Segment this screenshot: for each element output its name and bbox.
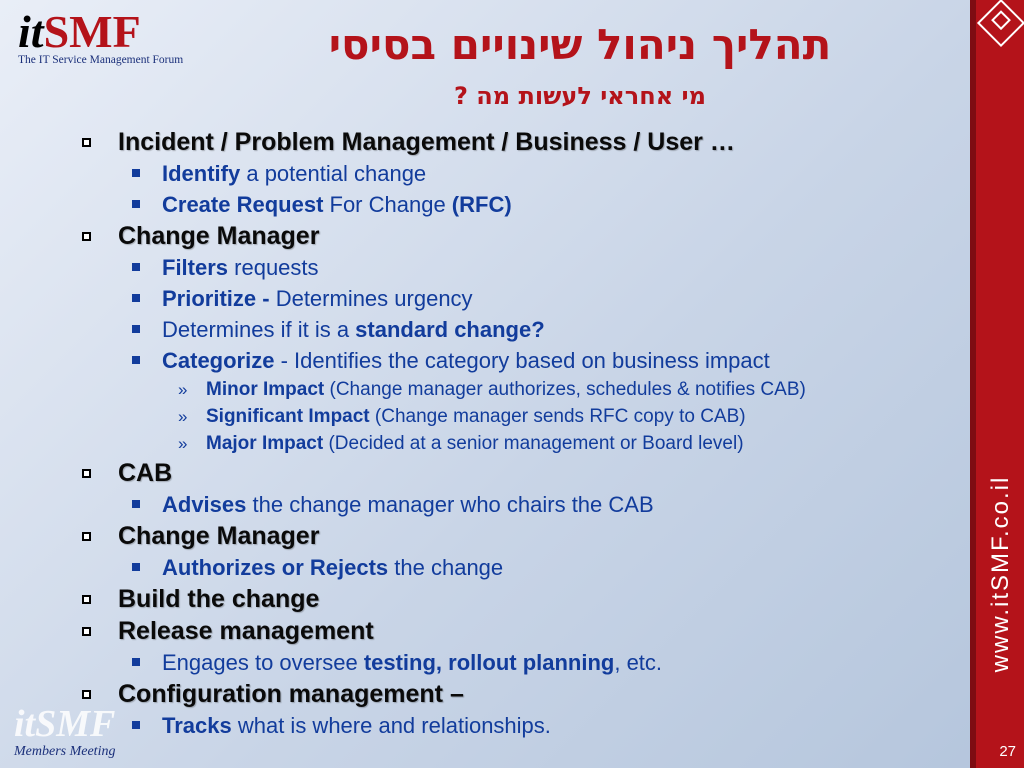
filled-square-bullet-icon: [132, 325, 140, 333]
bullet-text: For Change: [323, 192, 452, 217]
bullet-level1: [80, 583, 960, 615]
bullet-keyword: Advises: [162, 492, 247, 517]
filled-square-bullet-icon: [132, 200, 140, 208]
chevron-bullet-icon: »: [178, 434, 188, 453]
bullet-level2: [80, 345, 960, 376]
bullet-text: Engages to oversee: [162, 650, 364, 675]
bullet-level2: [80, 252, 960, 283]
bullet-level2: [80, 647, 960, 678]
bullet-text: Change Manager: [118, 522, 320, 550]
hollow-square-bullet-icon: [82, 595, 91, 604]
hollow-square-bullet-icon: [82, 690, 91, 699]
chevron-bullet-icon: »: [178, 380, 188, 399]
bullet-text: what is where and relationships: [231, 713, 545, 738]
bullet-level1: [80, 520, 960, 552]
bullet-text: Build the change: [118, 585, 320, 613]
bullet-text: (Change manager sends RFC copy to CAB): [369, 406, 746, 427]
bullet-level2: [80, 489, 960, 520]
filled-square-bullet-icon: [132, 294, 140, 302]
bullet-keyword: Minor Impact: [206, 379, 325, 400]
bullet-level1: [80, 615, 960, 647]
itsmf-footer-logo: itSMF Members Meeting: [14, 704, 154, 760]
itsmf-logo: itSMF The IT Service Management Forum: [18, 6, 198, 66]
bullet-level1: [80, 457, 960, 489]
bullet-keyword: testing, rollout planning: [363, 650, 615, 675]
bullet-text: Determines urgency: [269, 286, 473, 311]
bullet-text: CAB: [118, 459, 173, 487]
bullet-level3: [80, 430, 960, 457]
bullet-level2: [80, 552, 960, 583]
filled-square-bullet-icon: [132, 563, 140, 571]
bullet-list: [80, 126, 960, 741]
bullet-keyword: Authorizes or Rejects: [162, 555, 389, 580]
hollow-square-bullet-icon: [82, 232, 91, 241]
bullet-level1: [80, 126, 960, 158]
bullet-level1: [80, 678, 960, 710]
bullet-text: Determines if it is a: [162, 317, 356, 342]
footer-label: Members Meeting: [14, 744, 116, 759]
bullet-keyword: Prioritize -: [162, 286, 270, 311]
bullet-text: a potential change: [240, 161, 427, 186]
bullet-level2: [80, 314, 960, 345]
bullet-keyword: Identify: [162, 161, 241, 186]
bullet-level1: [80, 220, 960, 252]
diamond-logo-icon: [977, 0, 1024, 47]
bullet-text: Change Manager: [118, 222, 320, 250]
bullet-level2: [80, 283, 960, 314]
bullet-keyword: (RFC): [451, 192, 512, 217]
bullet-text: requests: [228, 255, 319, 280]
filled-square-bullet-icon: [132, 169, 140, 177]
bullet-text: the change: [388, 555, 504, 580]
bullet-text: - Identifies the category based on business impact: [274, 348, 770, 373]
footer-url: www.itSMF.co.il: [987, 475, 1014, 673]
hollow-square-bullet-icon: [82, 469, 91, 478]
bullet-keyword: Create Request: [162, 192, 324, 217]
bullet-keyword: Filters: [162, 255, 229, 280]
logo-tagline: The IT Service Management Forum: [18, 54, 184, 66]
filled-square-bullet-icon: [132, 356, 140, 364]
bullet-keyword: Tracks: [162, 713, 232, 738]
slide-subtitle: מי אחראי לעשות מה ?: [454, 82, 706, 110]
bullet-level3: [80, 376, 960, 403]
bullet-level2: [80, 710, 960, 741]
bullet-text: Release management: [118, 617, 374, 645]
bullet-keyword: Significant Impact: [206, 406, 370, 427]
bullet-keyword: standard change?: [355, 317, 545, 342]
filled-square-bullet-icon: [132, 658, 140, 666]
hollow-square-bullet-icon: [82, 532, 91, 541]
bullet-text: .: [544, 713, 551, 738]
slide-number: 27: [999, 743, 1016, 760]
bullet-text: the change manager who chairs the CAB: [246, 492, 654, 517]
bullet-keyword: Categorize: [162, 348, 275, 373]
bullet-text: Configuration management –: [118, 680, 464, 708]
bullet-text: (Decided at a senior management or Board level): [323, 433, 744, 454]
hollow-square-bullet-icon: [82, 627, 91, 636]
chevron-bullet-icon: »: [178, 407, 188, 426]
bullet-level3: [80, 403, 960, 430]
bullet-level2: [80, 158, 960, 189]
filled-square-bullet-icon: [132, 500, 140, 508]
bullet-keyword: Major Impact: [206, 433, 324, 454]
bullet-text: , etc.: [614, 650, 663, 675]
hollow-square-bullet-icon: [82, 138, 91, 147]
slide-title: תהליך ניהול שינויים בסיסי: [328, 20, 832, 69]
bullet-level2: [80, 189, 960, 220]
bullet-text: (Change manager authorizes, schedules & notifies CAB): [324, 379, 806, 400]
bullet-text: Incident / Problem Management / Business / User …: [118, 128, 735, 156]
filled-square-bullet-icon: [132, 263, 140, 271]
right-red-band: [970, 0, 1024, 768]
